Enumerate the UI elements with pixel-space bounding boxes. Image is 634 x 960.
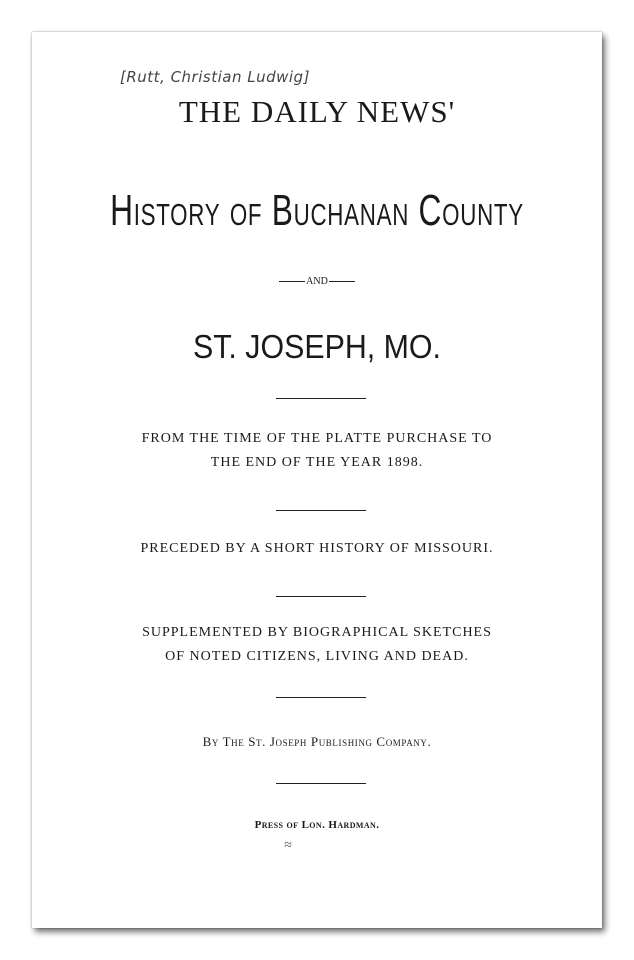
divider bbox=[276, 697, 366, 698]
title-main bbox=[89, 186, 545, 236]
supplement-line-1: SUPPLEMENTED BY BIOGRAPHICAL SKETCHES bbox=[142, 625, 492, 640]
handwritten-note: [Rutt, Christian Ludwig] bbox=[120, 68, 310, 86]
period-line-2: THE END OF THE YEAR 1898. bbox=[210, 455, 424, 470]
title-top: THE DAILY NEWS' bbox=[178, 94, 456, 129]
preceded-line: PRECEDED BY A SHORT HISTORY OF MISSOURI. bbox=[140, 541, 494, 556]
divider bbox=[279, 281, 305, 282]
title-main-text: History of Buchanan County bbox=[110, 186, 524, 235]
conjunction-text: AND bbox=[306, 276, 328, 287]
divider bbox=[276, 783, 366, 784]
publisher-line: By The St. Joseph Publishing Company. bbox=[202, 734, 432, 749]
divider bbox=[276, 596, 366, 597]
ink-mark-icon: ≈ bbox=[284, 838, 292, 853]
divider bbox=[276, 398, 366, 399]
divider bbox=[329, 281, 355, 282]
divider bbox=[276, 510, 366, 511]
document-page bbox=[32, 32, 602, 928]
supplement-line-2: OF NOTED CITIZENS, LIVING AND DEAD. bbox=[165, 649, 469, 664]
title-place: ST. JOSEPH, MO. bbox=[193, 328, 441, 365]
conjunction bbox=[0, 276, 634, 287]
period-line-1: FROM THE TIME OF THE PLATTE PURCHASE TO bbox=[141, 431, 493, 446]
press-line: Press of Lon. Hardman. bbox=[254, 819, 380, 831]
